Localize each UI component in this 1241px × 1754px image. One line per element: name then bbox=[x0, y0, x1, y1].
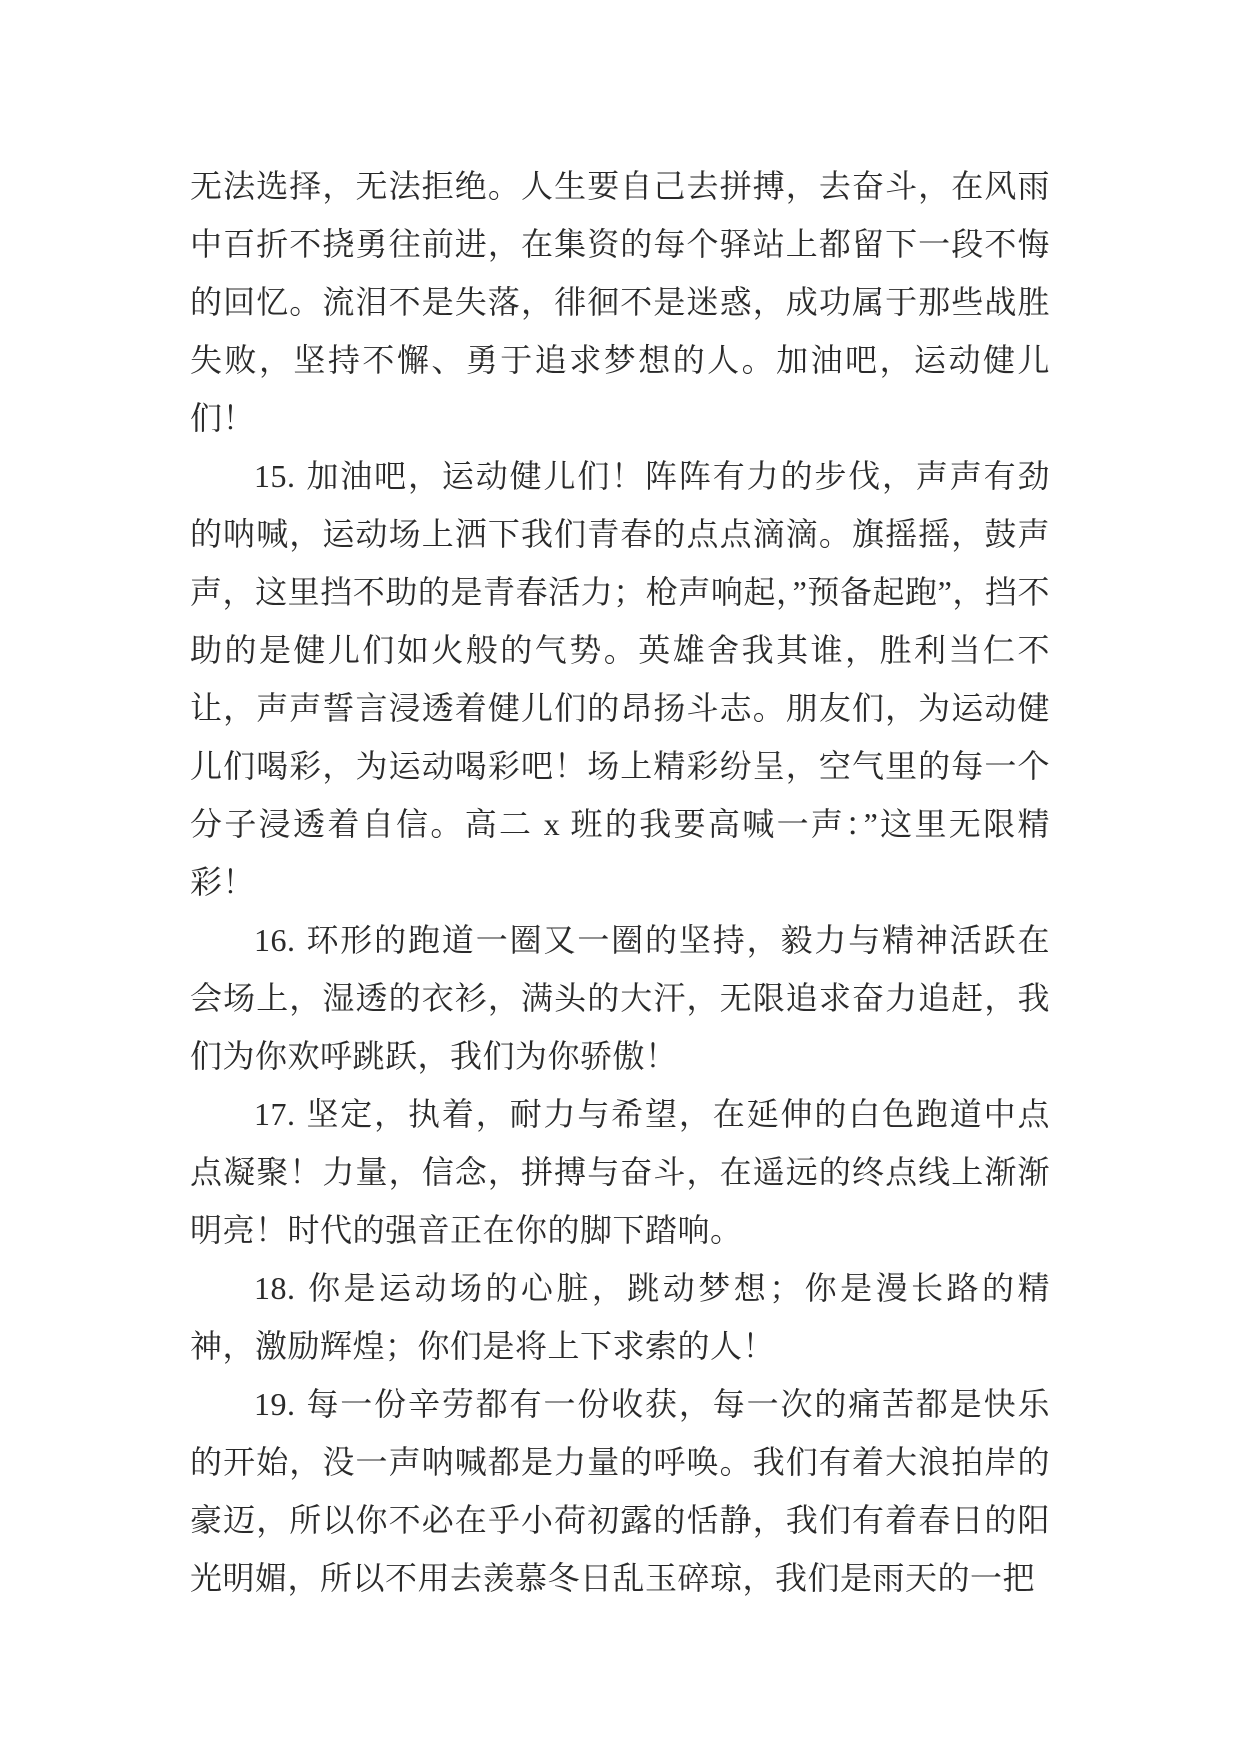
paragraph-text: 加油吧，运动健儿们！阵阵有力的步伐，声声有劲的呐喊，运动场上洒下我们青春的点点滴滴。旗摇摇，鼓声声，这里挡不助的是青春活力；枪声响起，”预备起跑”，挡不助的是健儿们如火般的气势。英雄舍我其谁，胜利当仁不让，声声誓言浸透着健儿们的昂扬斗志。朋友们，为运动健儿们喝彩，为运动喝彩吧！场上精彩纷呈，空气里的每一个分子浸透着自信。高二 x 班的我要高喊一声：”这里无限精彩！ bbox=[190, 458, 1050, 900]
paragraph bbox=[190, 1085, 1050, 1259]
paragraph-number: 15. bbox=[254, 458, 296, 494]
paragraph bbox=[190, 1375, 1050, 1607]
paragraph bbox=[190, 157, 1050, 447]
paragraph bbox=[190, 447, 1050, 911]
paragraph-text: 无法选择，无法拒绝。人生要自己去拼搏，去奋斗，在风雨中百折不挠勇往前进，在集资的每个驿站上都留下一段不悔的回忆。流泪不是失落，徘徊不是迷惑，成功属于那些战胜失败，坚持不懈、勇于追求梦想的人。加油吧，运动健儿们！ bbox=[190, 168, 1050, 436]
paragraph-text: 坚定，执着，耐力与希望，在延伸的白色跑道中点点凝聚！力量，信念，拼搏与奋斗，在遥远的终点线上渐渐明亮！时代的强音正在你的脚下踏响。 bbox=[190, 1096, 1050, 1248]
paragraph-text: 每一份辛劳都有一份收获，每一次的痛苦都是快乐的开始，没一声呐喊都是力量的呼唤。我们有着大浪拍岸的豪迈，所以你不必在乎小荷初露的恬静，我们有着春日的阳光明媚，所以不用去羡慕冬日乱玉碎琼，我们是雨天的一把 bbox=[190, 1386, 1050, 1596]
paragraph-number: 18. bbox=[254, 1270, 296, 1306]
paragraph-number: 19. bbox=[254, 1386, 296, 1422]
paragraph bbox=[190, 1259, 1050, 1375]
paragraph-number: 17. bbox=[254, 1096, 296, 1132]
paragraph bbox=[190, 911, 1050, 1085]
paragraph-text: 环形的跑道一圈又一圈的坚持，毅力与精神活跃在会场上，湿透的衣衫，满头的大汗，无限追求奋力追赶，我们为你欢呼跳跃，我们为你骄傲！ bbox=[190, 922, 1050, 1074]
paragraph-text: 你是运动场的心脏，跳动梦想；你是漫长路的精神，激励辉煌；你们是将上下求索的人！ bbox=[190, 1270, 1050, 1364]
paragraph-number: 16. bbox=[254, 922, 296, 958]
